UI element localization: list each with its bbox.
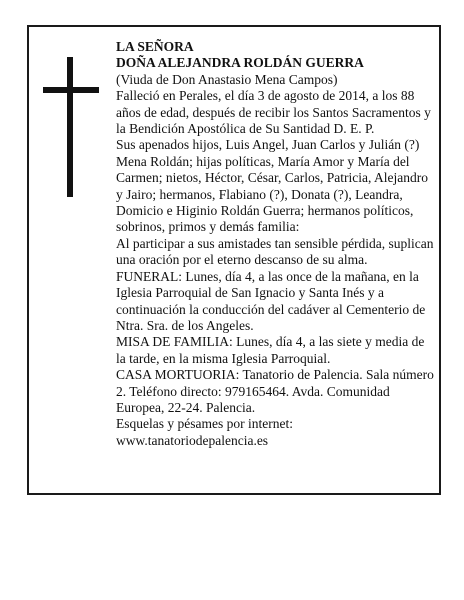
- widow-line: (Viuda de Don Anastasio Mena Campos): [116, 71, 338, 87]
- obituary-notice: [27, 25, 441, 495]
- request-paragraph: Al participar a sus amistades tan sensible pérdida, suplican una oración por el eterno descanso de su alma.: [116, 235, 434, 268]
- mortuary-paragraph: CASA MORTUORIA: Tanatorio de Palencia. Sala número 2. Teléfono directo: 979165464. Avda. Comunidad Europea, 22-24. Palencia.: [116, 367, 434, 415]
- mass-paragraph: MISA DE FAMILIA: Lunes, día 4, a las siete y media de la tarde, en la misma Iglesia Parroquial.: [116, 334, 425, 366]
- notice-text: [116, 39, 434, 449]
- funeral-paragraph: FUNERAL: Lunes, día 4, a las once de la mañana, en la Iglesia Parroquial de San Ignacio y Santa Inés y a continuación la conducción del cadáver al Cementerio de Ntra. Sra. de los Angeles.: [116, 268, 426, 333]
- cross-vertical-bar: [67, 57, 73, 197]
- internet-label: Esquelas y pésames por internet:: [116, 416, 293, 432]
- family-paragraph: Sus apenados hijos, Luis Angel, Juan Carlos y Julián (?) Mena Roldán; hijas políticas, María Amor y María del Carmen; nietos, Héctor, César, Carlos, Patricia, Alejandro y Jairo; hermanos, Flabiano (?), Donata (?), Leandra, Domicio e Higinio Roldán Guerra; hermanos políticos, sobrinos, primos y demás familia:: [116, 137, 428, 235]
- website-link[interactable]: www.tanatoriodepalencia.es: [116, 432, 269, 448]
- death-paragraph: Falleció en Perales, el día 3 de agosto de 2014, a los 88 años de edad, después de recibir los Santos Sacramentos y la Bendición Apostólica de Su Santidad D. E. P.: [116, 88, 431, 137]
- notice-title: LA SEÑORA: [116, 39, 194, 54]
- latin-cross-icon: [43, 57, 99, 197]
- cross-horizontal-bar: [43, 87, 99, 93]
- deceased-name: DOÑA ALEJANDRA ROLDÁN GUERRA: [116, 55, 364, 71]
